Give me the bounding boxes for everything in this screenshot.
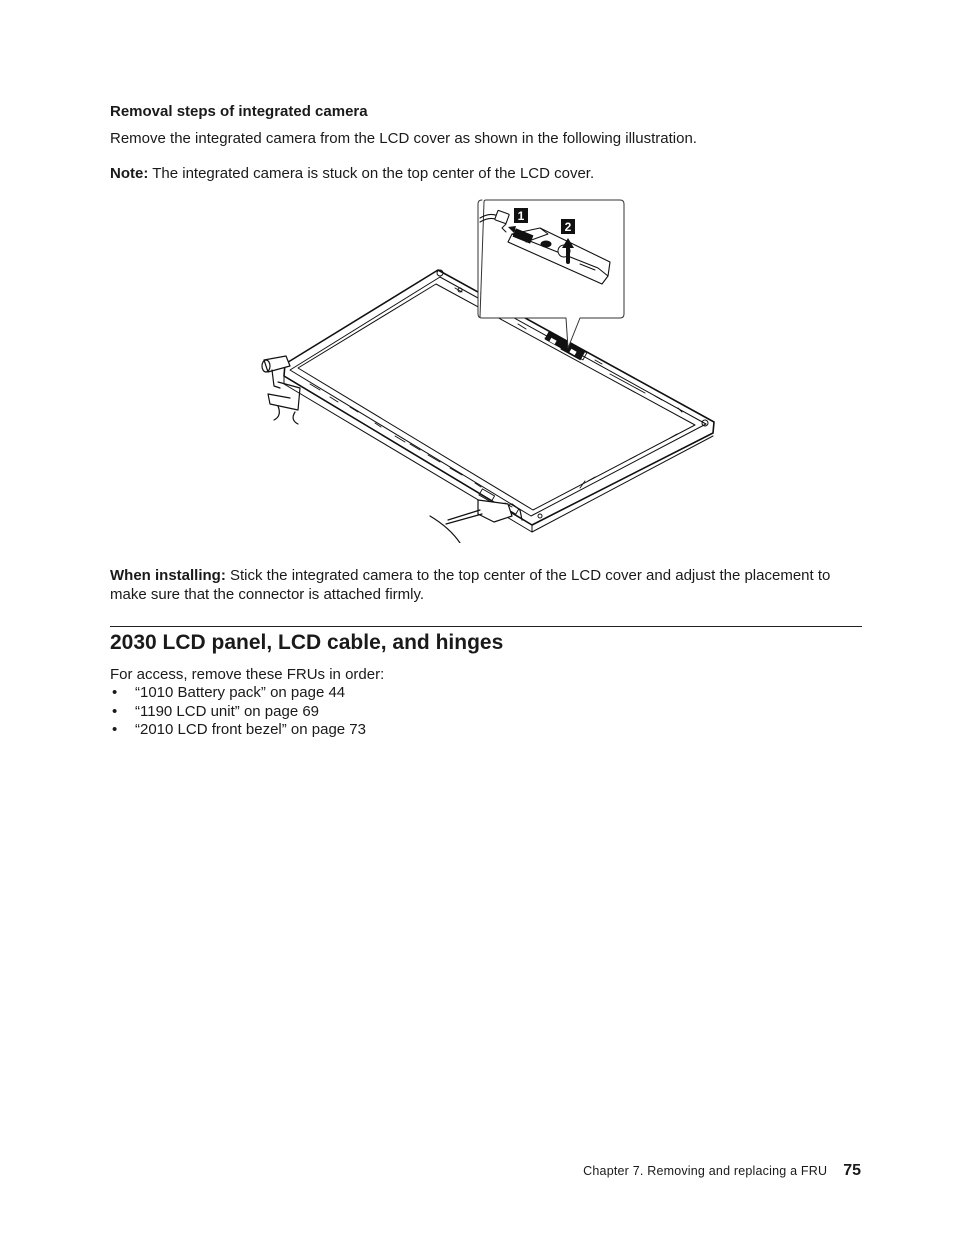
note-text: The integrated camera is stuck on the top center of the LCD cover.	[152, 165, 595, 182]
fru-link-lcd-unit[interactable]: “1190 LCD unit” on page 69	[135, 702, 320, 720]
procedure-subheading: Removal steps of integrated camera	[110, 103, 368, 120]
note-paragraph	[110, 164, 594, 183]
list-item	[110, 721, 366, 740]
camera-removal-illustration	[250, 198, 720, 543]
fru-link-lcd-front-bezel[interactable]: “2010 LCD front bezel” on page 73	[135, 721, 366, 738]
list-item	[110, 703, 366, 722]
bullet-icon: •	[112, 684, 118, 701]
callout-1: 1	[517, 209, 525, 223]
installing-label: When installing:	[110, 567, 226, 584]
section-title: 2030 LCD panel, LCD cable, and hinges	[110, 631, 504, 654]
section-divider	[110, 626, 862, 627]
note-label: Note:	[110, 165, 149, 182]
access-intro: For access, remove these FRUs in order:	[110, 666, 385, 683]
footer-chapter: Chapter 7. Removing and replacing a FRU	[583, 1164, 828, 1178]
callout-2: 2	[564, 220, 572, 234]
bullet-icon: •	[112, 702, 118, 720]
fru-list	[110, 684, 366, 740]
installing-text: Stick the integrated camera to the top center of the LCD cover and adjust the placement to make sure that the connector is attached firmly.	[110, 567, 831, 603]
intro-paragraph: Remove the integrated camera from the LCD cover as shown in the following illustration.	[110, 130, 697, 147]
fru-link-battery-pack[interactable]: “1010 Battery pack” on page 44	[135, 684, 346, 701]
page-number: 75	[843, 1162, 861, 1179]
page-footer	[583, 1162, 861, 1180]
list-item	[110, 684, 366, 703]
installing-paragraph	[110, 566, 870, 604]
bottom-hinge	[430, 500, 522, 543]
bullet-icon: •	[112, 721, 118, 738]
